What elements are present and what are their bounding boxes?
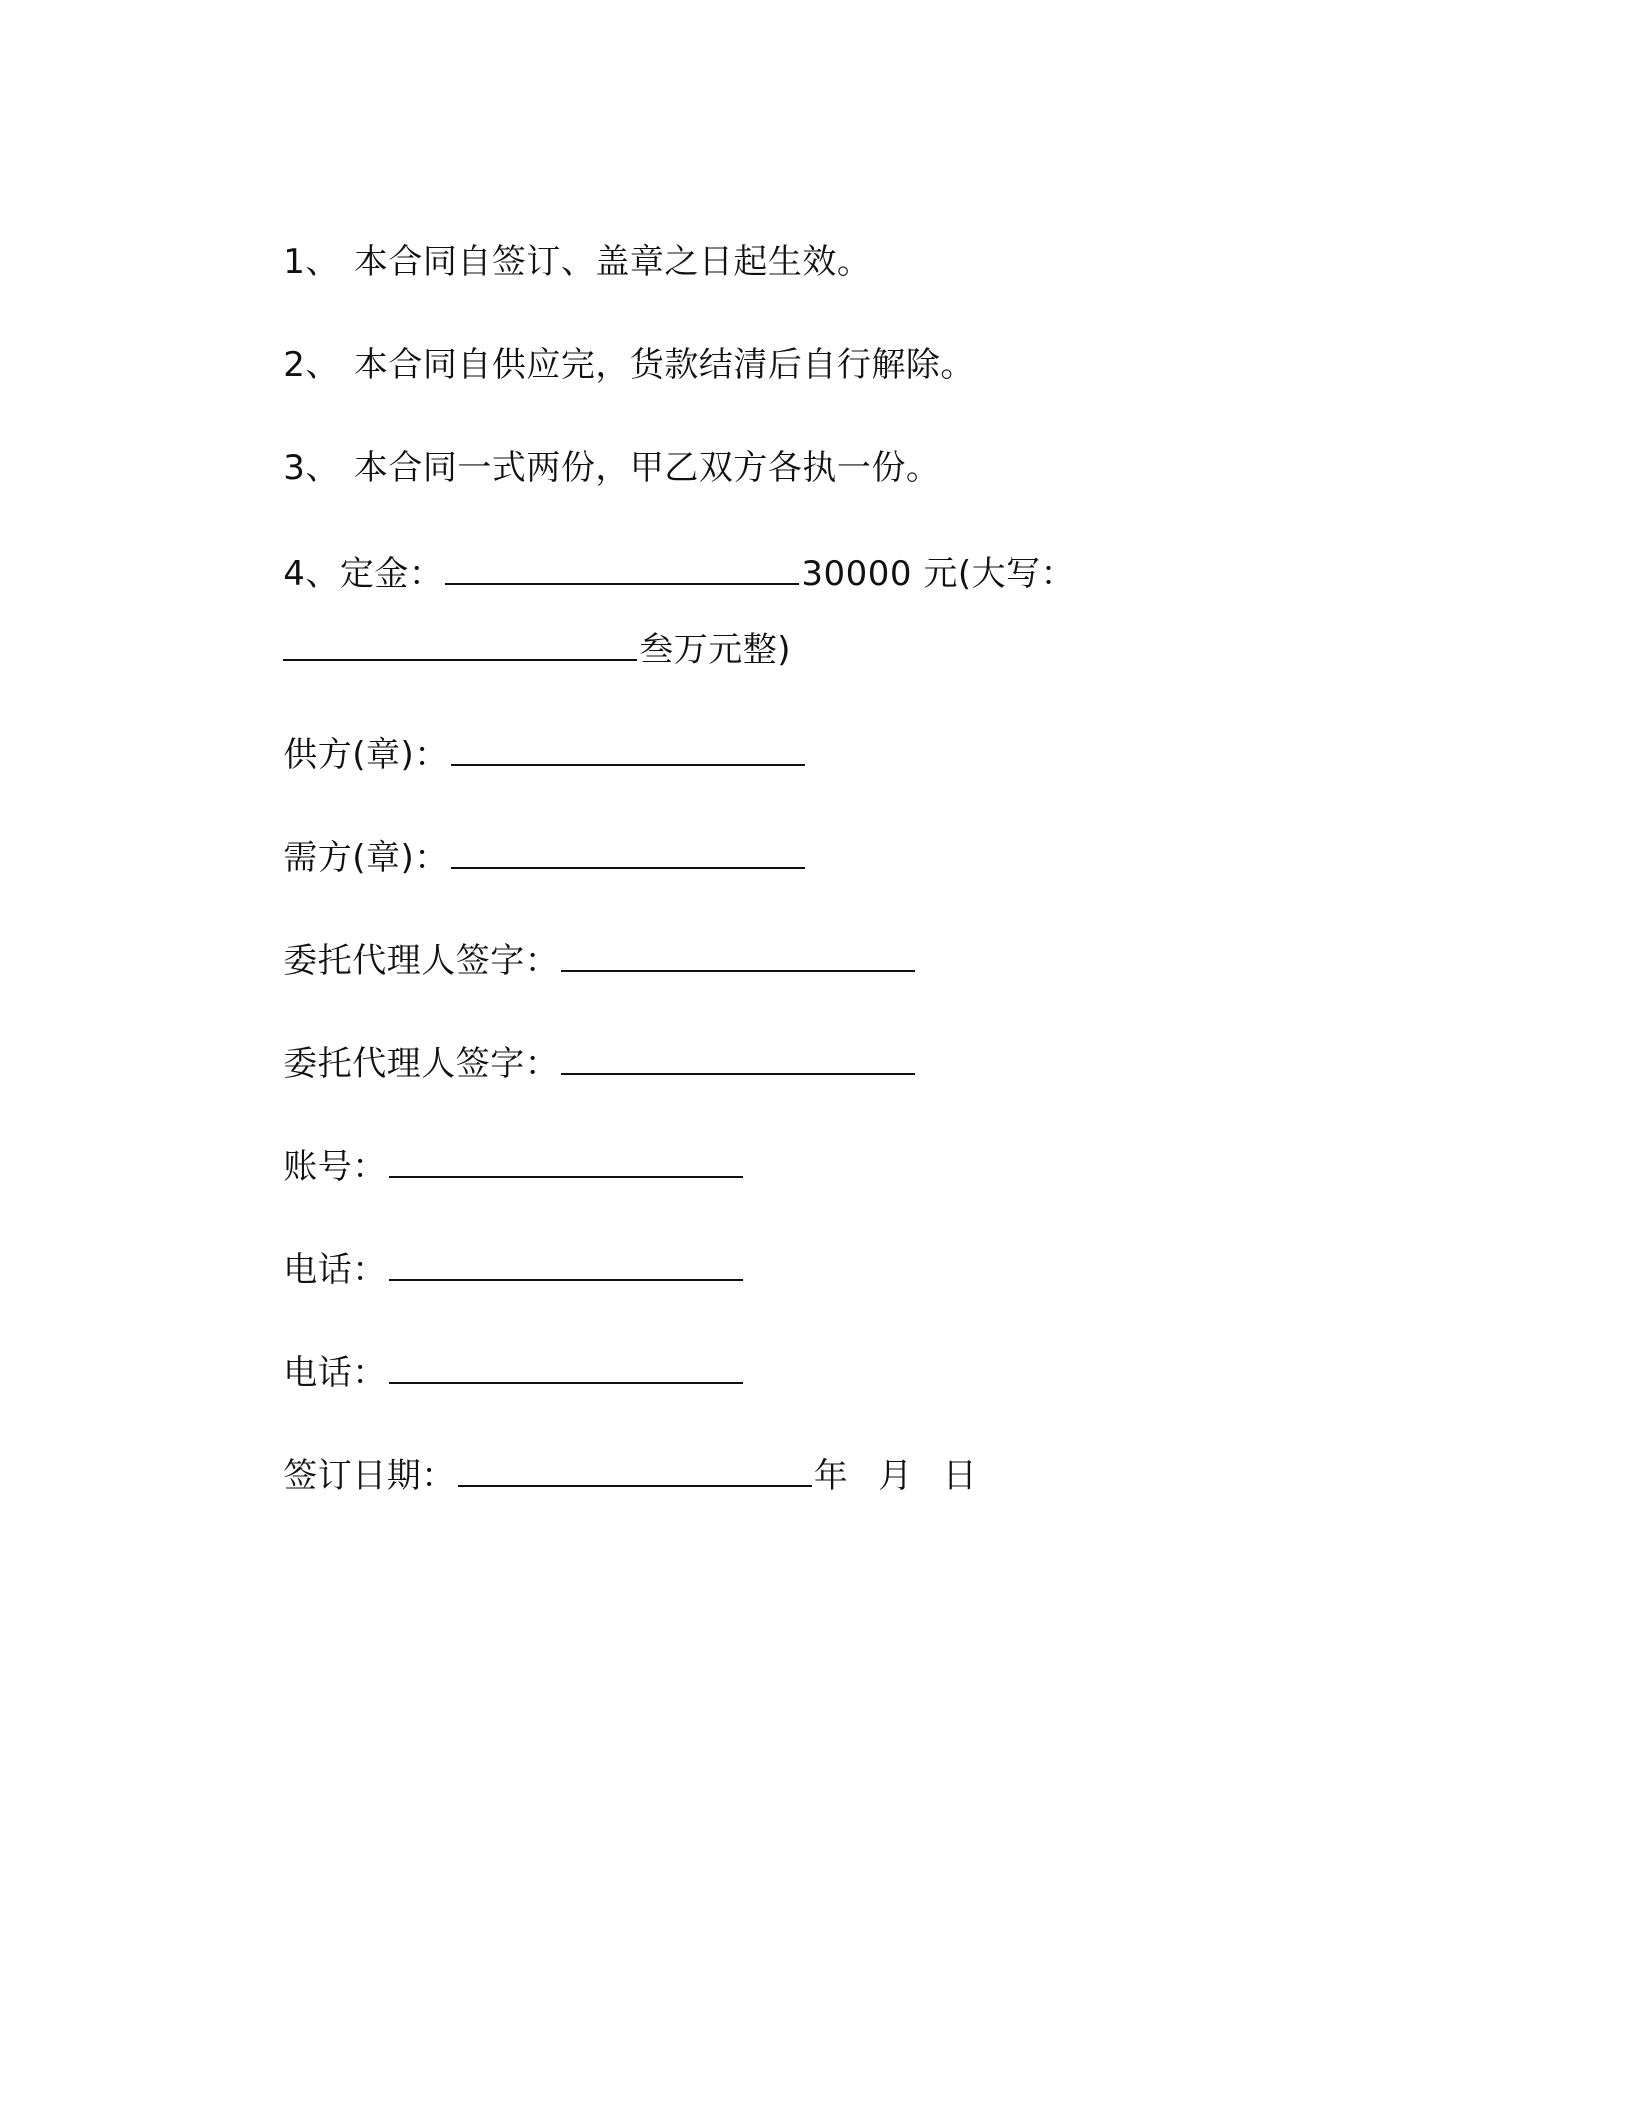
agent-signature-label: 委托代理人签字： bbox=[283, 941, 560, 981]
clause-text: 本合同自签订、盖章之日起生效。 bbox=[353, 242, 872, 282]
sign-date-label: 签订日期： bbox=[283, 1456, 456, 1496]
account-label: 账号： bbox=[283, 1147, 387, 1187]
clause-number: 3、 bbox=[283, 448, 340, 488]
phone-label: 电话： bbox=[283, 1353, 387, 1393]
supplier-seal-blank[interactable] bbox=[451, 730, 805, 766]
phone-label: 电话： bbox=[283, 1250, 387, 1290]
agent-signature-blank[interactable] bbox=[561, 1039, 915, 1075]
phone-blank[interactable] bbox=[389, 1348, 743, 1384]
deposit-amount: 30000 元(大写： bbox=[801, 554, 1076, 594]
date-year-unit: 年 bbox=[813, 1456, 849, 1496]
deposit-label: 4、定金： bbox=[283, 554, 444, 594]
supplier-seal-label: 供方(章)： bbox=[283, 735, 449, 775]
phone-blank[interactable] bbox=[389, 1245, 743, 1281]
agent-signature-label: 委托代理人签字： bbox=[283, 1044, 560, 1084]
clause-text: 本合同一式两份，甲乙双方各执一份。 bbox=[353, 448, 941, 488]
date-month-unit: 月 bbox=[878, 1456, 913, 1496]
clause-number: 1、 bbox=[283, 242, 340, 282]
account-blank[interactable] bbox=[389, 1142, 743, 1178]
buyer-seal-label: 需方(章)： bbox=[283, 838, 449, 878]
clause-number: 2、 bbox=[283, 345, 340, 385]
deposit-words-blank[interactable] bbox=[283, 625, 637, 661]
sign-date-field bbox=[238, 1407, 977, 1542]
clause-text: 本合同自供应完，货款结清后自行解除。 bbox=[353, 345, 975, 385]
deposit-blank[interactable] bbox=[445, 549, 799, 585]
buyer-seal-blank[interactable] bbox=[451, 833, 805, 869]
agent-signature-blank[interactable] bbox=[561, 936, 915, 972]
deposit-amount-words: 叁万元整) bbox=[639, 630, 791, 670]
date-day-unit: 日 bbox=[942, 1456, 978, 1496]
sign-date-blank[interactable] bbox=[458, 1451, 812, 1487]
